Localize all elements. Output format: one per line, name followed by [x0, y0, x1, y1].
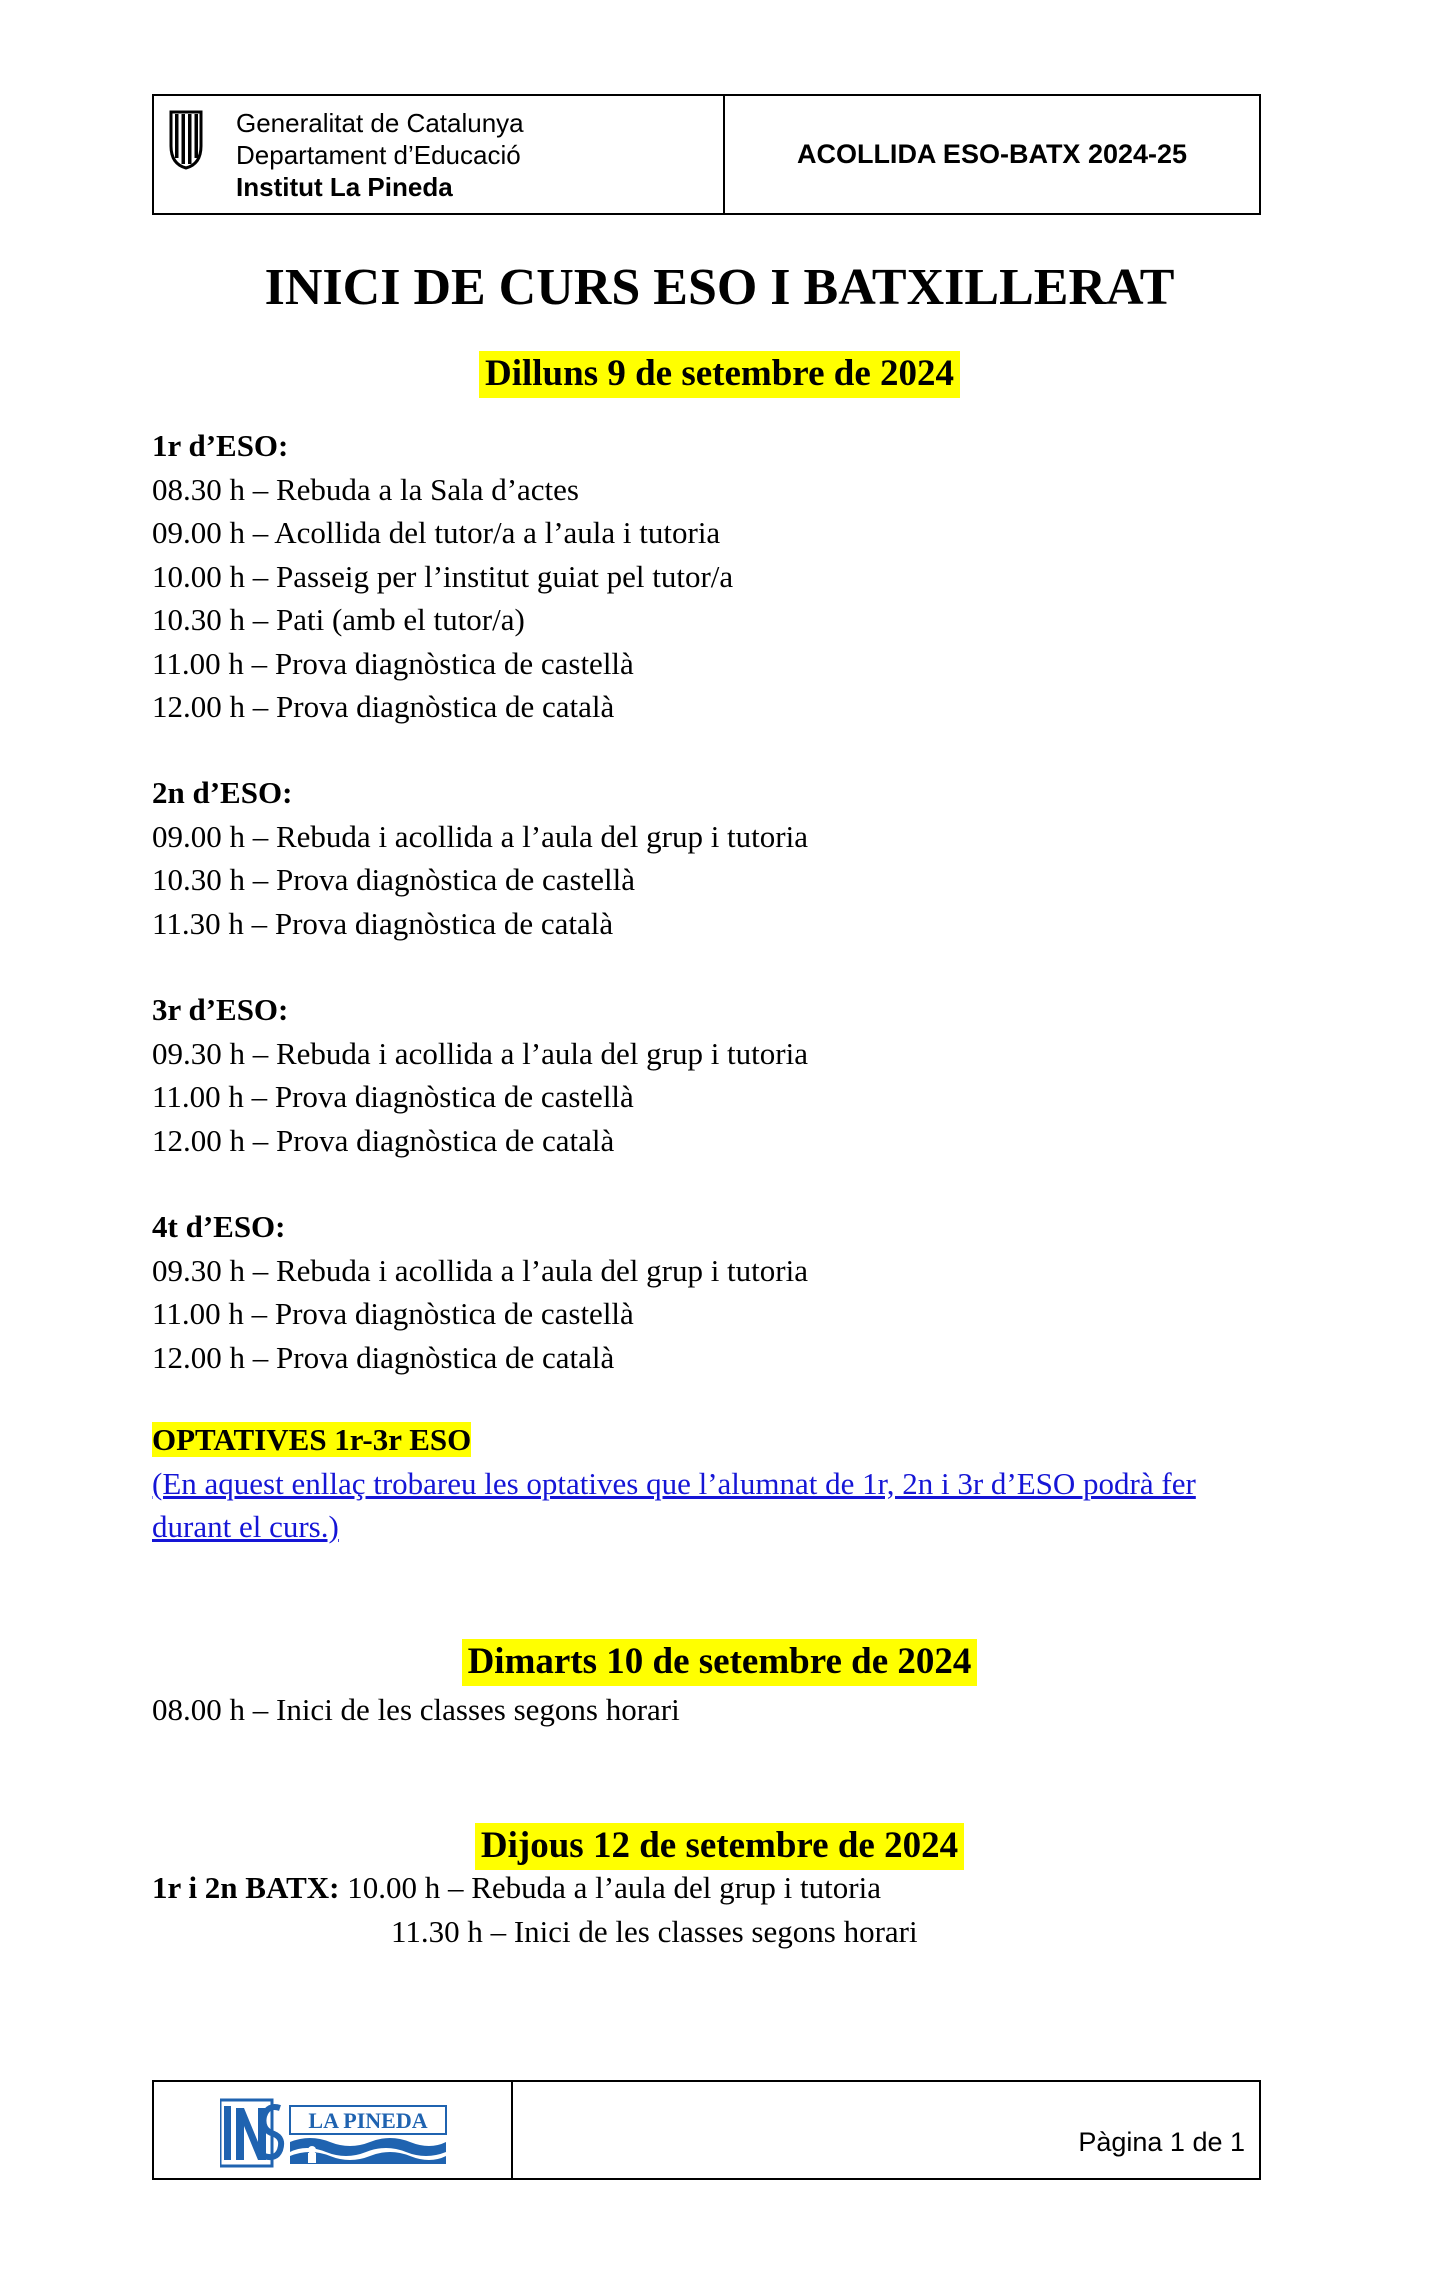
- page-number: Pàgina 1 de 1: [1078, 2127, 1245, 2157]
- page-title: INICI DE CURS ESO I BATXILLERAT: [264, 259, 1175, 316]
- logo-text: LA PINEDA: [308, 2108, 428, 2133]
- schedule-item: 10.30 h – Pati (amb el tutor/a): [152, 602, 525, 637]
- header-org-cell: [154, 96, 725, 213]
- day3-label: Dijous 12 de setembre de 2024: [475, 1823, 964, 1870]
- schedule-item: 10.30 h – Prova diagnòstica de castellà: [152, 862, 635, 897]
- schedule-item: 10.00 h – Passeig per l’institut guiat pel tutor/a: [152, 558, 734, 594]
- schedule-item: 09.30 h – Rebuda i acollida a l’aula del grup i tutoria: [152, 1252, 808, 1288]
- group-3r-eso: [152, 988, 808, 1162]
- optatives-heading: OPTATIVES 1r-3r ESO: [152, 1422, 472, 1457]
- group-2n-eso: [152, 771, 808, 945]
- schedule-item: 11.00 h – Prova diagnòstica de castellà: [152, 645, 634, 681]
- group-1r-eso: [152, 424, 733, 729]
- batx-group-label: 1r i 2n BATX:: [152, 1870, 340, 1905]
- schedule-item: 12.00 h – Prova diagnòstica de català: [152, 689, 615, 724]
- document-header: [152, 94, 1261, 215]
- schedule-item: 12.00 h – Prova diagnòstica de català: [152, 1339, 615, 1375]
- day2-label: Dimarts 10 de setembre de 2024: [462, 1639, 978, 1686]
- page-number-cell: [513, 2082, 1259, 2178]
- group-heading: 2n d’ESO:: [152, 775, 293, 810]
- document-footer: [152, 2080, 1261, 2180]
- organization-block: [236, 107, 524, 203]
- day3-schedule: [152, 1866, 918, 1953]
- schedule-item: 11.30 h – Prova diagnòstica de català: [152, 905, 614, 941]
- day3-heading: [0, 1824, 1439, 1868]
- group-heading: 3r d’ESO:: [152, 992, 289, 1027]
- header-code-cell: [725, 96, 1259, 213]
- schedule-item: 08.30 h – Rebuda a la Sala d’actes: [152, 471, 579, 507]
- org-line-1: Generalitat de Catalunya: [236, 108, 524, 138]
- optatives-link[interactable]: (En aquest enllaç trobareu les optatives que l’alumnat de 1r, 2n i 3r d’ESO podrà fer durant el curs.): [152, 1465, 1196, 1544]
- generalitat-seal-icon: [167, 106, 205, 170]
- optatives-section: [152, 1418, 1262, 1549]
- schedule-item: 08.00 h – Inici de les classes segons horari: [152, 1692, 680, 1727]
- group-heading: 4t d’ESO:: [152, 1209, 286, 1244]
- schedule-item: 12.00 h – Prova diagnòstica de català: [152, 1122, 615, 1158]
- schedule-item: 11.00 h – Prova diagnòstica de castellà: [152, 1079, 634, 1114]
- institut-la-pineda-logo-icon: [220, 2098, 450, 2168]
- document-code: ACOLLIDA ESO-BATX 2024-25: [796, 139, 1188, 169]
- footer-logo-cell: [154, 2082, 513, 2178]
- schedule-item: 09.00 h – Rebuda i acollida a l’aula del grup i tutoria: [152, 818, 808, 854]
- group-4t-eso: [152, 1205, 808, 1379]
- schedule-item: 09.00 h – Acollida del tutor/a a l’aula i tutoria: [152, 515, 721, 550]
- schedule-item: 09.30 h – Rebuda i acollida a l’aula del grup i tutoria: [152, 1035, 808, 1071]
- org-line-2: Departament d’Educació: [236, 140, 521, 170]
- day1-heading: [0, 352, 1439, 396]
- schedule-item: 10.00 h – Rebuda a l’aula del grup i tutoria: [347, 1870, 881, 1905]
- group-heading: 1r d’ESO:: [152, 428, 289, 463]
- org-line-3: Institut La Pineda: [236, 172, 453, 202]
- day1-label: Dilluns 9 de setembre de 2024: [479, 351, 960, 398]
- day2-schedule: [152, 1688, 680, 1732]
- schedule-item: 11.30 h – Inici de les classes segons horari: [391, 1913, 918, 1949]
- day2-heading: [0, 1640, 1439, 1684]
- schedule-item: 11.00 h – Prova diagnòstica de castellà: [152, 1296, 634, 1331]
